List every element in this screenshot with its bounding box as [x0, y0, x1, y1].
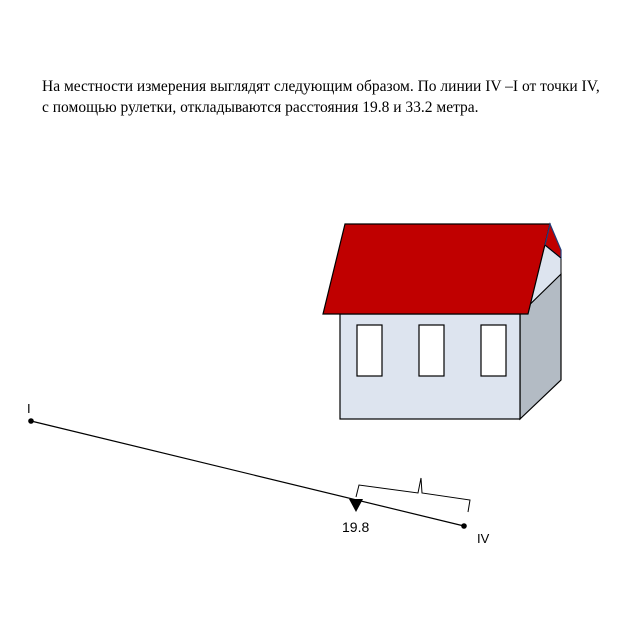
house-window-middle	[419, 325, 444, 376]
caption-text: На местности измерения выглядят следующим образом. По линии IV –I от точки IV, с помощью рулетки, откладываются расстояния 19.8 и 33.2 метра.	[42, 78, 600, 116]
house-window-right	[481, 325, 506, 376]
measure-marker-triangle	[349, 499, 363, 512]
point-i-label: I	[27, 401, 31, 416]
point-iv-label: IV	[477, 531, 490, 546]
point-iv-marker	[461, 523, 467, 529]
measurement-value-label: 19.8	[342, 519, 370, 535]
measurement-brace	[356, 478, 470, 512]
house-roof	[323, 224, 550, 314]
house	[323, 224, 561, 419]
survey-line-group	[28, 418, 467, 529]
survey-line	[31, 421, 464, 526]
point-i-marker	[28, 418, 34, 424]
house-window-left	[357, 325, 382, 376]
